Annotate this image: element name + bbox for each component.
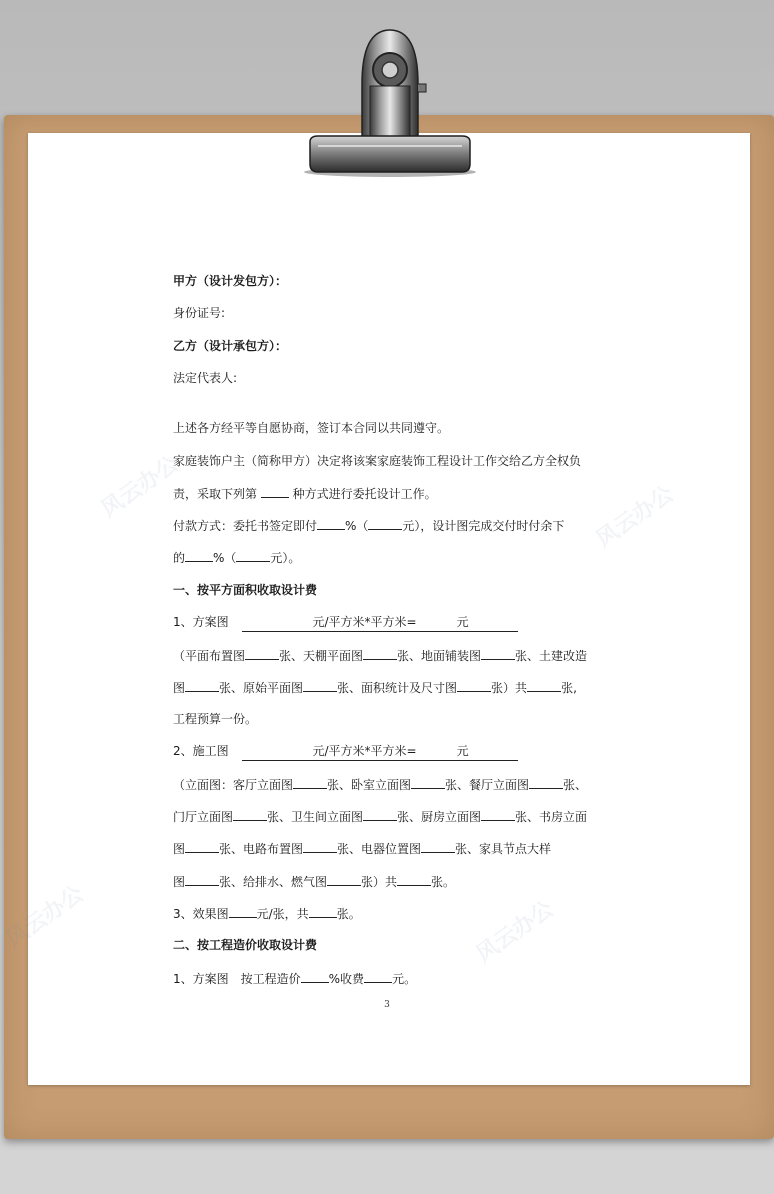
effect-drawing-line: 3、效果图 元/张，共 张。 [173,907,361,921]
cost-scheme-line: 1、方案图 按工程造价 %收费 元。 [173,972,417,986]
payment-line-2: 的 %（ 元）。 [173,551,301,565]
blank-field [527,679,561,692]
legal-rep-label: 法定代表人: [173,371,238,385]
blank-field [529,776,563,789]
party-a-heading: 甲方（设计发包方）： [173,274,288,288]
blank-field [233,808,267,821]
construction-drawing-line: 2、施工图 元/平方米*平方米= 元 [173,743,613,761]
blank-field [236,549,270,562]
id-number-label: 身份证号: [173,306,226,320]
blank-field [309,905,337,918]
page-number: 3 [384,1000,390,1010]
scheme-detail-2: 图 张、原始平面图 张、面积统计及尺寸图 张）共 张, [173,681,577,695]
blank-field [481,808,515,821]
blank-field [293,776,327,789]
formula-underline: 元/平方米*平方米= 元 [242,614,518,632]
section-2-heading: 二、按工程造价收取设计费 [173,938,318,952]
blank-field [364,970,392,983]
blank-field [411,776,445,789]
scheme-detail-1: （平面布置图 张、天棚平面图 张、地面铺装图 张、土建改造 [173,649,588,663]
blank-field [185,549,213,562]
blank-field [185,679,219,692]
construction-detail-4: 图 张、给排水、燃气图 张）共 张。 [173,875,456,889]
blank-field [481,647,515,660]
blank-field [301,970,329,983]
blank-field [421,840,455,853]
blank-field [185,840,219,853]
blank-field [368,517,402,530]
blank-field [229,905,257,918]
construction-detail-1: （立面图：客厅立面图 张、卧室立面图 张、餐厅立面图 张、 [173,778,588,792]
construction-detail-2: 门厅立面图 张、卫生间立面图 张、厨房立面图 张、书房立面 [173,810,588,824]
blank-field [397,873,431,886]
blank-field [185,873,219,886]
watermark: 风云办公 [471,896,559,968]
construction-detail-3: 图 张、电路布置图 张、电器位置图 张、家具节点大样 [173,842,552,856]
section-1-heading: 一、按平方面积收取设计费 [173,583,318,597]
blank-field [363,647,397,660]
watermark: 风云办公 [591,481,679,553]
watermark: 风云办公 [1,881,89,953]
blank-field [303,840,337,853]
entrust-line-2: 责，采取下列第 种方式进行委托设计工作。 [173,487,437,501]
blank-field [261,485,289,498]
blank-field [327,873,361,886]
budget-line: 工程预算一份。 [173,712,258,726]
watermark: 风云办公 [96,451,184,523]
blank-field [245,647,279,660]
payment-line-1: 付款方式：委托书签定即付 %（ 元），设计图完成交付时付余下 [173,519,565,533]
blank-field [363,808,397,821]
scheme-drawing-line: 1、方案图 元/平方米*平方米= 元 [173,614,613,632]
blank-field [303,679,337,692]
party-b-heading: 乙方（设计承包方）： [173,339,288,353]
entrust-line-1: 家庭装饰户主（简称甲方）决定将该案家庭装饰工程设计工作交给乙方全权负 [173,454,582,468]
formula-underline: 元/平方米*平方米= 元 [242,743,518,761]
blank-field [317,517,345,530]
intro-text: 上述各方经平等自愿协商，签订本合同以共同遵守。 [173,421,450,435]
blank-field [457,679,491,692]
